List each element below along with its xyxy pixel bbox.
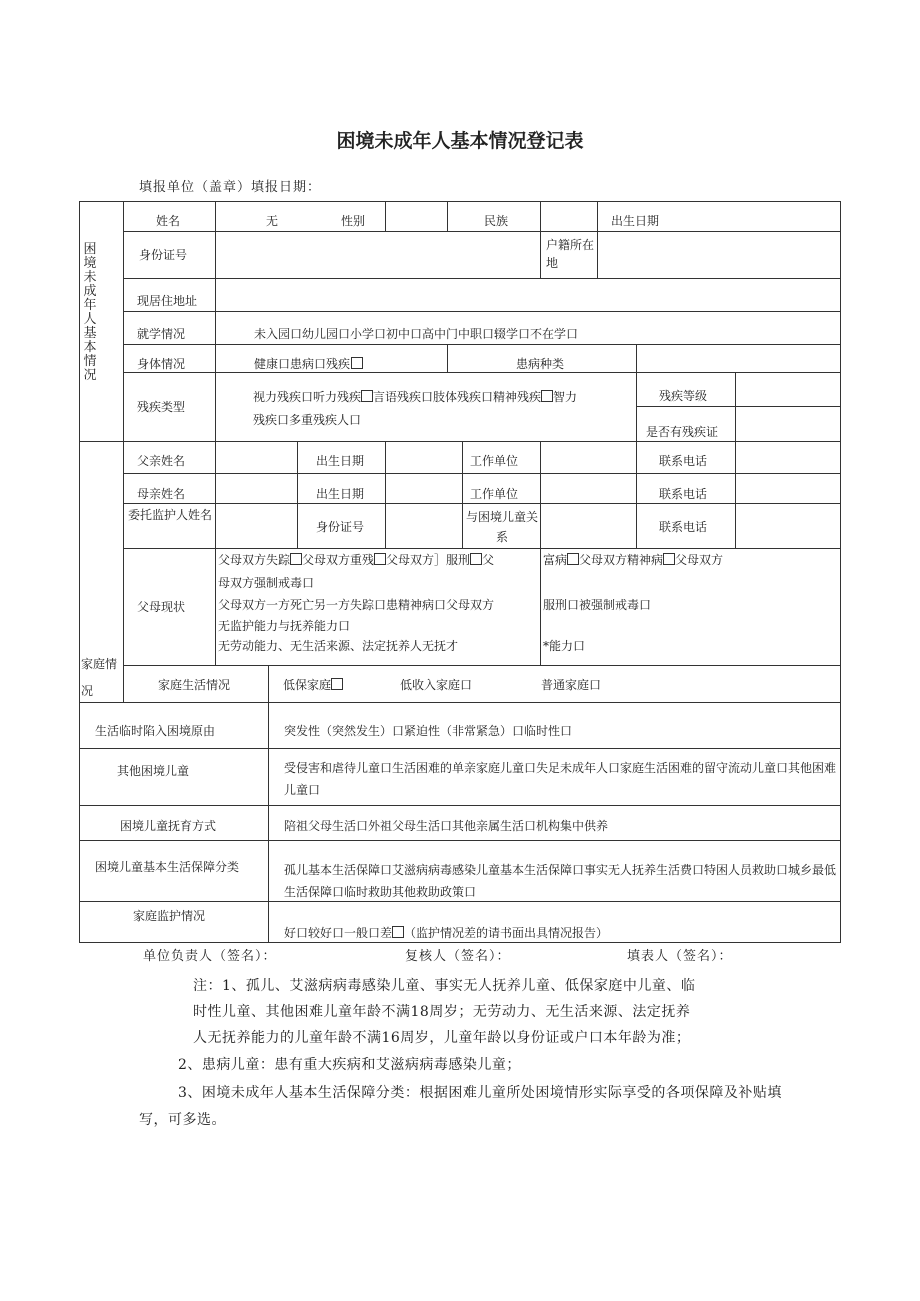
guardian-relation-label: 与困境儿童关系 <box>465 510 538 544</box>
address-label: 现居住地址 <box>137 294 198 308</box>
table-border-top <box>79 201 841 202</box>
security-class-label: 困境儿童基本生活保障分类 <box>95 860 240 874</box>
table-line <box>123 231 841 232</box>
table-line <box>79 702 841 703</box>
table-line <box>540 441 541 665</box>
table-line <box>215 201 216 665</box>
father-work-label: 工作单位 <box>470 454 519 468</box>
checkbox-icon <box>331 678 343 690</box>
reason-label: 生活临时陷入困境原由 <box>95 724 216 738</box>
checkbox-icon <box>663 553 675 565</box>
page-title: 困境未成年人基本情况登记表 <box>336 130 584 152</box>
mother-name-label: 母亲姓名 <box>137 487 186 501</box>
checkbox-icon <box>361 390 373 402</box>
table-line <box>540 231 541 278</box>
checkbox-icon <box>541 390 553 402</box>
name-label: 姓名 <box>156 214 181 228</box>
table-line <box>447 201 448 231</box>
table-line <box>540 201 541 231</box>
parent-status-line2: 母双方强制戒毒口 <box>218 576 315 590</box>
birthdate-label: 出生日期 <box>611 214 660 228</box>
raising-method-options: 陪祖父母生活口外祖父母生活口其他亲属生活口机构集中供养 <box>284 819 609 833</box>
checkbox-icon <box>392 926 404 938</box>
table-border-right <box>840 201 841 942</box>
disability-cert-label: 是否有残疾证 <box>646 425 719 439</box>
reason-options: 突发性（突然发生）口紧迫性（非常紧急）口临时性口 <box>284 724 573 738</box>
section-family-label: 家庭情况 <box>81 657 118 698</box>
guardianship-options: 好口较好口一般口差 （监护情况差的请书面出具情况报告） <box>284 926 609 940</box>
parent-status-label: 父母现状 <box>137 600 186 614</box>
living-option-dibao: 低保家庭 <box>283 676 343 694</box>
security-class-options: 孤儿基本生活保障口艾滋病病毒感染儿童基本生活保障口事实无人抚养生活费口特困人员救助口城乡最低生活保障口临时救助其他救助政策口 <box>284 863 837 899</box>
disability-type-label: 残疾类型 <box>137 400 186 414</box>
table-line <box>447 344 448 372</box>
gender-label: 性别 <box>341 214 366 228</box>
table-line <box>123 278 841 279</box>
table-border-bottom <box>79 942 841 943</box>
disease-type-label: 患病种类 <box>516 357 565 371</box>
family-living-label: 家庭生活情况 <box>158 678 231 692</box>
id-number-label: 身份证号 <box>139 248 188 262</box>
father-birth-label: 出生日期 <box>316 454 365 468</box>
other-children-label: 其他困境儿童 <box>117 764 190 778</box>
table-line <box>735 441 736 548</box>
guardian-name-label: 委托监护人姓名 <box>127 508 212 522</box>
checkbox-icon <box>470 553 482 565</box>
table-line <box>636 344 637 372</box>
table-line <box>79 805 841 806</box>
table-line <box>462 441 463 548</box>
checkbox-icon <box>374 553 386 565</box>
note-2: 2、患病儿童：患有重大疾病和艾滋病病毒感染儿童； <box>178 1057 521 1073</box>
note-1-line-1: 注：1、孤儿、艾滋病病毒感染儿童、事实无人抚养儿童、低保家庭中儿童、临 <box>193 978 696 994</box>
disability-options-line2: 残疾口多重残疾人口 <box>253 413 362 427</box>
table-line <box>123 201 124 702</box>
ethnicity-label: 民族 <box>484 214 509 228</box>
mother-phone-label: 联系电话 <box>659 487 708 501</box>
health-label: 身体情况 <box>137 357 186 371</box>
mother-work-label: 工作单位 <box>470 487 519 501</box>
father-name-label: 父亲姓名 <box>137 454 186 468</box>
unit-head-signature: 单位负责人（签名）： <box>143 949 277 964</box>
parent-status-right2: 服刑口被强制戒毒口 <box>543 598 652 612</box>
parent-status-line1: 父母双方失踪 父母双方重残 父母双方］服刑 父 <box>218 553 495 567</box>
section-basic-label: 困境未成年人基本情况 <box>83 242 97 383</box>
table-line <box>123 473 841 474</box>
table-line <box>597 201 598 231</box>
fill-header: 填报单位（盖章）填报日期： <box>139 180 322 195</box>
other-children-options: 受侵害和虐待儿童口生活困难的单亲家庭儿童口失足未成年人口家庭生活困难的留守流动儿童口其他困难儿童口 <box>284 761 837 797</box>
guardian-id-label: 身份证号 <box>316 520 365 534</box>
note-3-line-2: 写，可多选。 <box>139 1112 226 1128</box>
note-3-line-1: 3、困境未成年人基本生活保障分类：根据困难儿童所处困境情形实际享受的各项保障及补贴填 <box>178 1085 782 1101</box>
table-line <box>123 311 841 312</box>
table-line <box>597 231 598 278</box>
table-line <box>123 372 841 373</box>
table-line <box>636 441 637 548</box>
hukou-label: 户籍所在地 <box>546 238 595 270</box>
table-border-left <box>79 201 80 942</box>
parent-status-right3: *能力口 <box>543 639 586 653</box>
table-line <box>123 548 841 549</box>
table-line <box>123 344 841 345</box>
parent-status-right1: 富病 父母双方精神病 父母双方 <box>543 553 724 567</box>
note-1-line-2: 时性儿童、其他困难儿童年龄不满18周岁；无劳动力、无生活来源、法定抚养 <box>193 1004 691 1020</box>
note-1-line-3: 人无抚养能力的儿童年龄不满16周岁，儿童年龄以身份证或户口本年龄为准； <box>193 1030 691 1046</box>
table-line <box>297 441 298 548</box>
checkbox-icon <box>351 357 363 369</box>
school-label: 就学情况 <box>137 327 186 341</box>
table-line <box>123 665 841 666</box>
living-option-normal: 普通家庭口 <box>541 678 602 692</box>
table-line <box>79 840 841 841</box>
table-line <box>385 441 386 548</box>
health-options: 健康口患病口残疾 <box>254 355 363 373</box>
raising-method-label: 困境儿童抚育方式 <box>120 819 217 833</box>
checkbox-icon <box>290 553 302 565</box>
living-option-low-income: 低收入家庭口 <box>400 678 473 692</box>
mother-birth-label: 出生日期 <box>316 487 365 501</box>
reviewer-signature: 复核人（签名）： <box>405 949 511 964</box>
disability-options-line1: 视力残疾口听力残疾 言语残疾口肢体残疾口精神残疾 智力 <box>253 390 578 404</box>
table-line <box>79 748 841 749</box>
table-line <box>123 503 841 504</box>
table-line <box>79 441 841 442</box>
disability-level-label: 残疾等级 <box>659 389 708 403</box>
parent-status-line3: 父母双方一方死亡另一方失踪口患精神病口父母双方 <box>218 598 495 612</box>
checkbox-icon <box>567 553 579 565</box>
guardianship-label: 家庭监护情况 <box>133 909 206 923</box>
parent-status-line5: 无劳动能力、无生活来源、法定抚养人无抚才 <box>218 639 459 653</box>
filler-signature: 填表人（签名）： <box>627 949 733 964</box>
father-phone-label: 联系电话 <box>659 454 708 468</box>
parent-status-line4: 无监护能力与抚养能力口 <box>218 619 351 633</box>
table-line <box>636 406 841 407</box>
guardian-phone-label: 联系电话 <box>659 520 708 534</box>
table-line <box>385 201 386 231</box>
name-value: 无 <box>266 214 279 228</box>
school-options: 未入园口幼儿园口小学口初中口高中门中职口辍学口不在学口 <box>254 327 579 341</box>
